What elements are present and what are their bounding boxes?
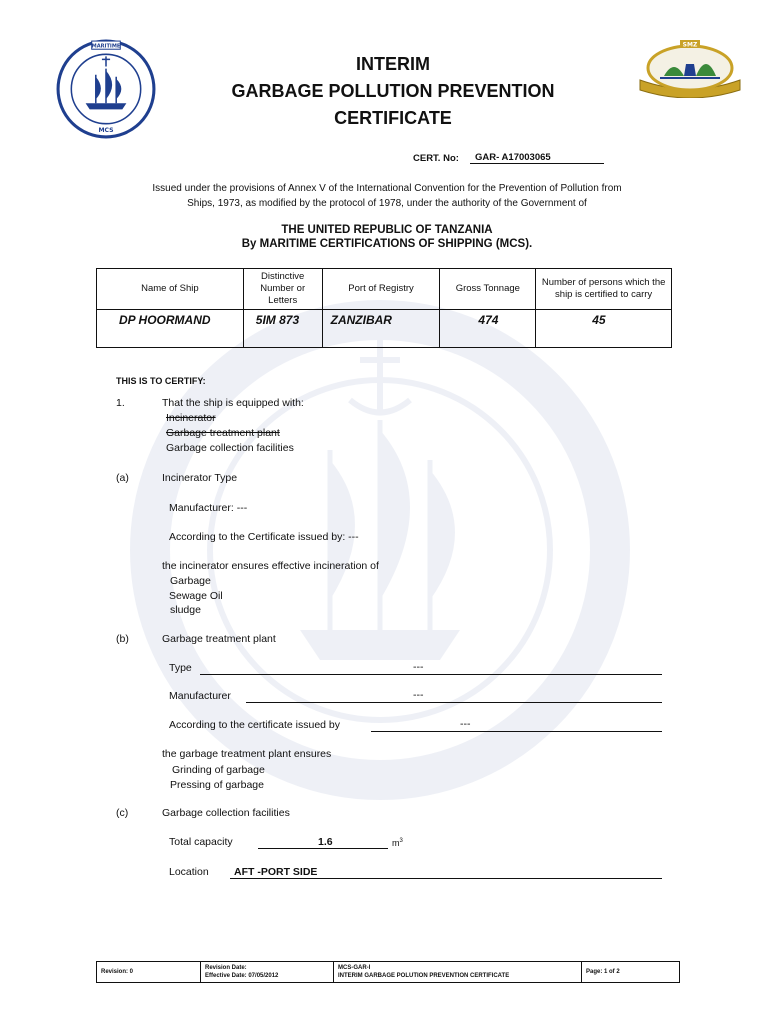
cert-number-value: GAR- A17003065 [470, 152, 604, 164]
header-ship-name: Name of Ship [97, 269, 244, 310]
type-label: Type [169, 662, 192, 674]
issued-under-text: Issued under the provisions of Annex V of the International Convention for the Prevention of Pollution from Ships, 1973, as modified by the protocol of 1978, under the authority of the Government of [152, 183, 622, 209]
footer-doc-title: INTERIM GARBAGE POLUTION PREVENTION CERTIFICATE [338, 973, 510, 979]
certify-heading: THIS IS TO CERTIFY: [116, 376, 206, 386]
header-persons-certified: Number of persons which the ship is certified to carry [536, 269, 672, 310]
footer-dates [201, 962, 334, 982]
footer-doc-code: MCS-GAR-I [338, 965, 371, 971]
section-a-label: (a) [116, 472, 129, 484]
location-value: AFT -PORT SIDE [234, 866, 318, 878]
according-value: --- [460, 718, 471, 730]
section-b-title: Garbage treatment plant [162, 633, 276, 645]
header-gross-tonnage: Gross Tonnage [440, 269, 536, 310]
title-line-2: GARBAGE POLLUTION PREVENTION [231, 81, 555, 101]
table-header-row [97, 269, 672, 310]
section-a-title: Incinerator Type [162, 472, 238, 484]
section-a-item: sludge [170, 604, 201, 616]
section-b-item: Pressing of garbage [170, 779, 264, 791]
section-c-label: (c) [116, 807, 129, 819]
footer-document [334, 962, 582, 982]
capacity-underline [258, 848, 388, 849]
capacity-unit: $m^3$ [392, 838, 403, 848]
manufacturer-underline [246, 702, 662, 703]
footer-revision-date: Revision Date: [205, 965, 247, 971]
table-row [97, 310, 672, 348]
title-line-1: INTERIM [356, 54, 430, 74]
persons-certified-value: 45 [536, 310, 672, 348]
section-a-according: According to the Certificate issued by: --- [169, 531, 359, 543]
footer-effective-date: Effective Date: 07/05/2012 [205, 973, 279, 979]
according-label: According to the certificate issued by [169, 719, 341, 731]
mcs-seal-logo [55, 38, 157, 140]
item-1-text: That the ship is equipped with: [162, 397, 304, 409]
type-value: --- [413, 661, 424, 673]
svg-text:MARITIME: MARITIME [91, 43, 121, 50]
gross-tonnage-value: 474 [440, 310, 536, 348]
capacity-value: 1.6 [318, 836, 333, 848]
header-port-of-registry: Port of Registry [322, 269, 440, 310]
equip-treatment-plant: Garbage treatment plant [166, 427, 280, 439]
ship-name-value: DP HOORMAND [97, 310, 244, 348]
smz-coat-of-arms [634, 38, 746, 98]
ship-particulars-table [96, 268, 672, 348]
section-a-item: Garbage [170, 575, 211, 587]
equip-incinerator: Incinerator [166, 412, 216, 424]
type-underline [200, 674, 662, 675]
document-footer [96, 961, 680, 983]
according-underline [371, 731, 662, 732]
footer-revision: Revision: 0 [97, 962, 201, 982]
issuing-authority: By MARITIME CERTIFICATIONS OF SHIPPING (MCS). [241, 238, 533, 250]
section-a-item: Sewage Oil [169, 590, 223, 602]
distinctive-number-value: 5IM 873 [243, 310, 322, 348]
section-b-item: Grinding of garbage [172, 764, 265, 776]
port-of-registry-value: ZANZIBAR [322, 310, 440, 348]
section-a-ensures: the incinerator ensures effective incineration of [162, 560, 379, 572]
section-b-label: (b) [116, 633, 129, 645]
svg-text:MCS: MCS [98, 126, 114, 134]
cert-number-label: CERT. No: [413, 153, 459, 164]
capacity-label: Total capacity [169, 836, 233, 848]
equip-collection-facilities: Garbage collection facilities [166, 442, 294, 454]
section-a-manufacturer: Manufacturer: --- [169, 502, 248, 514]
section-b-ensures: the garbage treatment plant ensures [162, 748, 332, 760]
manufacturer-label: Manufacturer [169, 690, 231, 702]
item-1-number: 1. [116, 397, 125, 409]
location-underline [230, 878, 662, 879]
location-label: Location [169, 866, 209, 878]
government-name: THE UNITED REPUBLIC OF TANZANIA [281, 224, 493, 236]
header-distinctive-number: Distinctive Number or Letters [243, 269, 322, 310]
footer-page-number: Page: 1 of 2 [586, 969, 620, 975]
svg-text:SMZ: SMZ [682, 41, 698, 49]
section-c-title: Garbage collection facilities [162, 807, 290, 819]
title-line-3: CERTIFICATE [334, 108, 452, 128]
manufacturer-value: --- [413, 689, 424, 701]
